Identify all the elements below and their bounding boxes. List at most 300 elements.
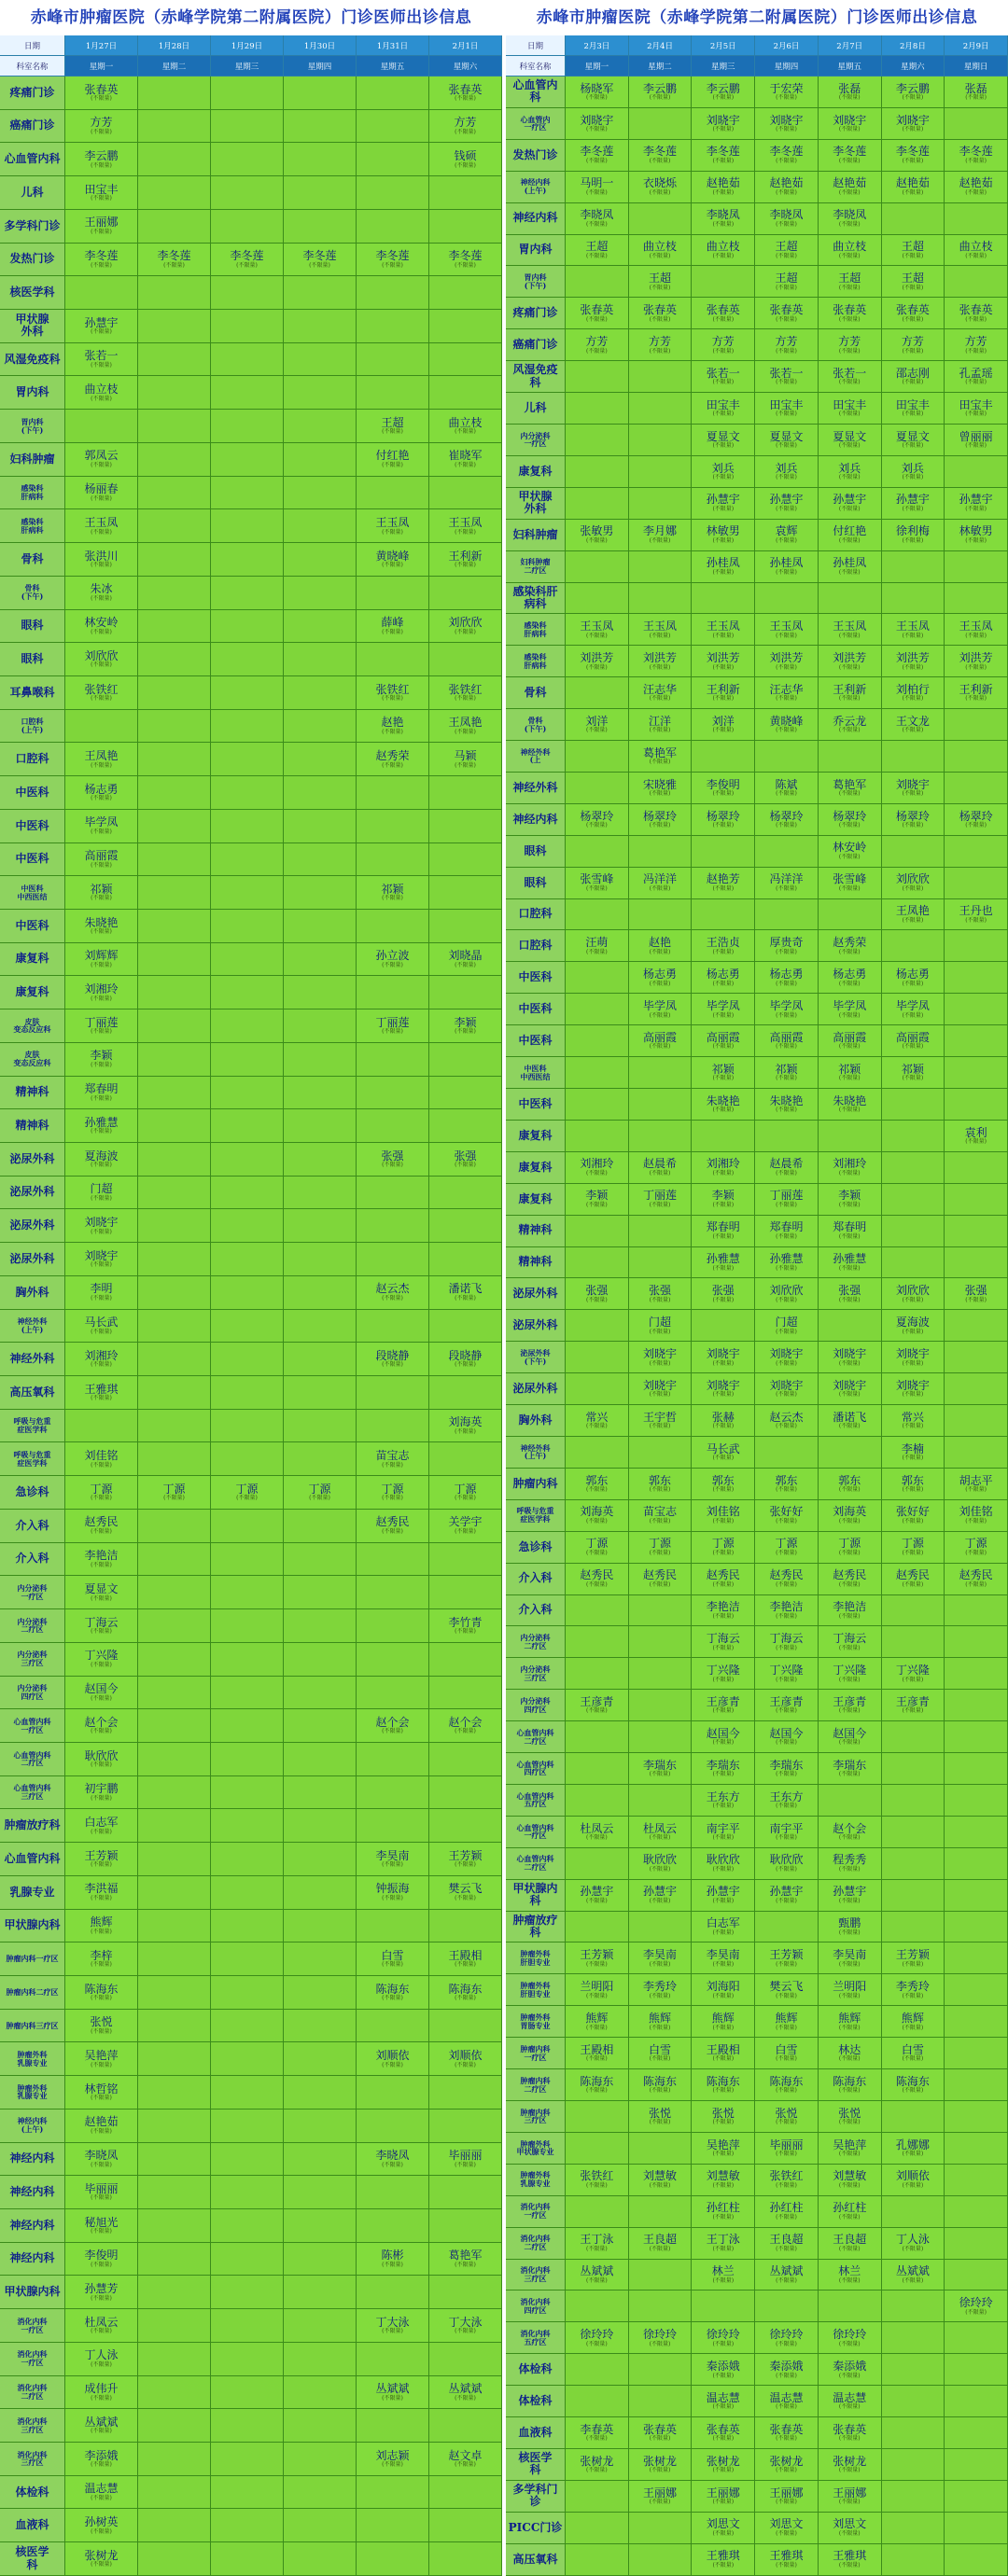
doctor-cell: [566, 140, 629, 171]
empty-cell: [566, 551, 629, 582]
quota-note: (不限量): [91, 1861, 112, 1869]
empty-cell: [755, 1912, 819, 1942]
doctor-name: 刘晓宇: [895, 1346, 930, 1360]
quota-note: (不限量): [902, 916, 924, 924]
quota-note: (不限量): [838, 506, 861, 513]
doctor-name: 朱晓艳: [769, 1093, 804, 1107]
quota-note: (不限量): [455, 2394, 476, 2402]
empty-cell: [882, 1848, 945, 1879]
empty-cell: [945, 2513, 1008, 2543]
doctor-cell: [819, 804, 882, 835]
quota-note: (不限量): [965, 252, 987, 259]
empty-cell: [945, 1310, 1008, 1341]
doctor-name: 李艳洁: [84, 1549, 119, 1563]
empty-cell: [945, 1437, 1008, 1468]
empty-cell: [882, 1785, 945, 1816]
schedule-row: [506, 108, 1008, 140]
doctor-cell: [65, 1576, 138, 1608]
schedule-row: [0, 77, 502, 110]
empty-cell: [284, 1043, 357, 1076]
doctor-cell: [819, 520, 882, 550]
empty-cell: [284, 2010, 357, 2042]
doctor-cell: [566, 329, 629, 360]
department-name: 甲状腺内科: [506, 1880, 566, 1911]
empty-cell: [211, 1543, 284, 1576]
empty-cell: [138, 1643, 211, 1676]
quota-note: (不限量): [965, 315, 987, 323]
doctor-name: 张强: [649, 1284, 672, 1298]
doctor-name: 张强: [381, 1149, 404, 1163]
quota-note: (不限量): [382, 961, 403, 968]
department-name: 泌尿外科: [0, 1243, 65, 1275]
department-name: 肿瘤内科 三疗区: [506, 2101, 566, 2132]
department-name: 精神科: [0, 1077, 65, 1109]
empty-cell: [357, 1109, 429, 1142]
doctor-cell: [755, 804, 819, 835]
doctor-name: 秘旭光: [84, 2215, 119, 2229]
empty-cell: [211, 1809, 284, 1842]
quota-note: (不限量): [649, 663, 671, 671]
empty-cell: [357, 776, 429, 809]
quota-note: (不限量): [838, 790, 861, 798]
doctor-name: 丁源: [901, 1537, 924, 1551]
doctor-name: 刘洋: [585, 714, 609, 728]
doctor-name: 苗宝志: [375, 1449, 410, 1463]
doctor-name: 樊云飞: [769, 1980, 804, 1994]
doctor-cell: [429, 244, 502, 276]
doctor-name: 刘晓宇: [84, 1248, 119, 1262]
quota-note: (不限量): [902, 94, 924, 102]
doctor-name: 刘欣欣: [84, 648, 119, 662]
doctor-name: 王超: [775, 240, 798, 254]
empty-cell: [211, 509, 284, 542]
department-name: 内分泌科 二疗区: [506, 1626, 566, 1657]
schedule-row: [506, 1025, 1008, 1057]
doctor-cell: [692, 203, 755, 234]
doctor-name: 徐利梅: [895, 524, 930, 538]
empty-cell: [566, 2544, 629, 2575]
date-header-cell: 1月27日: [65, 35, 138, 56]
department-name: 介入科: [0, 1543, 65, 1576]
quota-note: (不限量): [91, 161, 112, 169]
quota-note: (不限量): [382, 528, 403, 536]
doctor-cell: [755, 551, 819, 582]
quota-note: (不限量): [455, 728, 476, 735]
quota-note: (不限量): [91, 1094, 112, 1102]
quota-note: (不限量): [902, 1011, 924, 1019]
doctor-cell: [429, 1410, 502, 1442]
doctor-name: 马明一: [580, 176, 614, 190]
empty-cell: [429, 2276, 502, 2308]
empty-cell: [284, 1109, 357, 1142]
doctor-cell: [692, 2069, 755, 2100]
quota-note: (不限量): [776, 1232, 797, 1240]
doctor-name: 丛斌斌: [375, 2382, 410, 2396]
doctor-cell: [429, 1476, 502, 1509]
empty-cell: [629, 551, 693, 582]
department-name: 呼吸与危重 症医学科: [0, 1442, 65, 1475]
quota-note: (不限量): [382, 2261, 403, 2268]
department-name: 感染科肝病科: [506, 583, 566, 614]
schedule-row: [0, 1510, 502, 1543]
doctor-cell: [629, 1373, 693, 1404]
empty-cell: [211, 1776, 284, 1809]
doctor-cell: [882, 77, 945, 107]
doctor-name: 徐玲玲: [959, 2296, 993, 2310]
empty-cell: [211, 143, 284, 175]
doctor-name: 丁源: [775, 1537, 798, 1551]
doctor-name: 王玉凤: [580, 620, 614, 634]
department-name: 胃内科 (下午): [0, 410, 65, 442]
empty-cell: [211, 976, 284, 1009]
doctor-name: 孙雅慧: [833, 1252, 867, 1266]
doctor-name: 耿欣欣: [769, 1853, 804, 1867]
quota-note: (不限量): [838, 1486, 861, 1494]
department-name: 发热门诊: [0, 244, 65, 276]
schedule-row: [0, 876, 502, 910]
empty-cell: [138, 843, 211, 876]
empty-cell: [138, 2076, 211, 2109]
quota-note: (不限量): [838, 1043, 861, 1051]
schedule-row: [506, 1342, 1008, 1373]
empty-cell: [945, 2165, 1008, 2195]
schedule-row: [0, 343, 502, 377]
empty-cell: [945, 2386, 1008, 2416]
doctor-cell: [65, 577, 138, 609]
empty-cell: [882, 1817, 945, 1847]
doctor-name: 郭东: [649, 1473, 672, 1487]
empty-cell: [211, 210, 284, 243]
doctor-cell: [629, 930, 693, 961]
doctor-name: 张悦: [90, 2015, 113, 2029]
empty-cell: [629, 108, 693, 139]
doctor-name: 祁颖: [381, 882, 404, 896]
quota-note: (不限量): [91, 1328, 112, 1335]
doctor-cell: [65, 1876, 138, 1909]
schedule-row: [0, 776, 502, 810]
quota-note: (不限量): [712, 347, 735, 355]
doctor-cell: [755, 1942, 819, 1973]
quota-note: (不限量): [838, 347, 861, 355]
doctor-name: 李晓凤: [84, 2149, 119, 2163]
doctor-name: 赵国今: [833, 1726, 867, 1740]
doctor-name: 刘思文: [769, 2517, 804, 2531]
doctor-cell: [819, 1089, 882, 1120]
doctor-name: 杨翠玲: [580, 809, 614, 823]
doctor-name: 刘晓宇: [643, 1378, 678, 1392]
empty-cell: [138, 910, 211, 942]
doctor-name: 赵秀民: [580, 1568, 614, 1582]
doctor-cell: [692, 1469, 755, 1499]
quota-note: (不限量): [91, 795, 112, 802]
doctor-cell: [429, 1143, 502, 1176]
quota-note: (不限量): [712, 126, 735, 133]
doctor-name: 赵秀荣: [375, 748, 410, 762]
schedule-row: [0, 676, 502, 710]
quota-note: (不限量): [586, 126, 608, 133]
empty-cell: [566, 1658, 629, 1689]
empty-cell: [138, 1942, 211, 1975]
empty-cell: [692, 899, 755, 930]
doctor-cell: [65, 1510, 138, 1542]
quota-note: (不限量): [965, 1549, 987, 1556]
quota-note: (不限量): [838, 568, 861, 576]
doctor-cell: [629, 1500, 693, 1531]
empty-cell: [755, 2291, 819, 2321]
schedule-row: [506, 2133, 1008, 2165]
department-name: 肿瘤内科三疗区: [0, 2010, 65, 2042]
doctor-cell: [566, 709, 629, 740]
schedule-row: [0, 1243, 502, 1276]
department-name: 泌尿外科 (下午): [506, 1342, 566, 1372]
empty-cell: [429, 376, 502, 409]
doctor-name: 刘晓宇: [833, 1378, 867, 1392]
empty-cell: [357, 2476, 429, 2509]
doctor-name: 丁源: [838, 1537, 861, 1551]
quota-note: (不限量): [838, 2245, 861, 2252]
quota-note: (不限量): [965, 536, 987, 544]
doctor-cell: [755, 2544, 819, 2575]
quota-note: (不限量): [838, 2055, 861, 2063]
doctor-cell: [629, 1278, 693, 1309]
doctor-name: 张树龙: [643, 2454, 678, 2468]
department-name: 消化内科 五疗区: [506, 2322, 566, 2353]
doctor-name: 高丽霞: [84, 849, 119, 863]
empty-cell: [357, 2409, 429, 2442]
quota-note: (不限量): [586, 1201, 608, 1208]
empty-cell: [211, 2076, 284, 2109]
doctor-cell: [629, 298, 693, 328]
department-name: 肿瘤放疗科: [0, 1809, 65, 1842]
department-name: 神经内科: [0, 2209, 65, 2242]
schedule-row: [506, 1184, 1008, 1216]
empty-cell: [357, 310, 429, 342]
empty-cell: [284, 410, 357, 442]
empty-cell: [429, 1109, 502, 1142]
department-name: 眼科: [0, 643, 65, 675]
doctor-cell: [945, 1469, 1008, 1499]
doctor-name: 白志军: [84, 1815, 119, 1829]
empty-cell: [882, 1721, 945, 1752]
quota-note: (不限量): [455, 95, 476, 103]
doctor-cell: [429, 1976, 502, 2009]
doctor-cell: [755, 2354, 819, 2385]
quota-note: (不限量): [649, 759, 671, 766]
empty-cell: [357, 643, 429, 675]
empty-cell: [945, 1848, 1008, 1879]
quota-note: (不限量): [776, 2024, 797, 2031]
doctor-cell: [65, 810, 138, 842]
empty-cell: [357, 77, 429, 109]
doctor-cell: [566, 1152, 629, 1183]
quota-note: (不限量): [91, 628, 112, 635]
doctor-cell: [755, 1469, 819, 1499]
doctor-cell: [65, 2110, 138, 2142]
quota-note: (不限量): [91, 1194, 112, 1202]
department-name: 康复科: [506, 1121, 566, 1151]
doctor-cell: [629, 77, 693, 107]
doctor-cell: [566, 172, 629, 202]
empty-cell: [284, 1643, 357, 1676]
doctor-cell: [755, 361, 819, 392]
quota-note: (不限量): [382, 895, 403, 902]
doctor-cell: [819, 2069, 882, 2100]
doctor-cell: [882, 1025, 945, 1056]
quota-note: (不限量): [902, 1707, 924, 1715]
empty-cell: [566, 488, 629, 519]
doctor-cell: [882, 1278, 945, 1309]
department-name: 耳鼻喉科: [0, 676, 65, 709]
doctor-name: 丛斌斌: [580, 2264, 614, 2278]
empty-cell: [138, 943, 211, 976]
schedule-row: [0, 610, 502, 644]
weekday-header-cell: 星期六: [429, 56, 502, 77]
quota-note: (不限量): [382, 1528, 403, 1536]
doctor-cell: [65, 77, 138, 109]
quota-note: (不限量): [712, 790, 735, 798]
empty-cell: [629, 836, 693, 867]
empty-cell: [138, 1310, 211, 1343]
quota-note: (不限量): [838, 2530, 861, 2538]
quota-note: (不限量): [776, 2213, 797, 2221]
doctor-cell: [755, 393, 819, 424]
doctor-cell: [357, 410, 429, 442]
doctor-name: 李冬莲: [706, 145, 740, 159]
doctor-cell: [755, 266, 819, 297]
department-name: 骨科 (下午): [0, 577, 65, 609]
doctor-cell: [882, 456, 945, 487]
doctor-cell: [692, 1437, 755, 1468]
doctor-name: 林敏男: [959, 524, 993, 538]
quota-note: (不限量): [91, 1361, 112, 1369]
doctor-name: 王殿相: [706, 2042, 740, 2056]
schedule-row: [506, 329, 1008, 361]
weekday-header-row: [0, 56, 502, 77]
doctor-cell: [629, 994, 693, 1024]
quota-note: (不限量): [712, 2087, 735, 2095]
doctor-cell: [566, 646, 629, 676]
quota-note: (不限量): [586, 2182, 608, 2190]
doctor-cell: [566, 1880, 629, 1911]
doctor-cell: [65, 2409, 138, 2442]
schedule-row: [0, 376, 502, 410]
empty-cell: [211, 1743, 284, 1775]
doctor-name: 孙红柱: [769, 2201, 804, 2215]
doctor-cell: [819, 298, 882, 328]
doctor-name: 李颖: [585, 1189, 609, 1203]
quota-note: (不限量): [455, 528, 476, 536]
empty-cell: [819, 1310, 882, 1341]
doctor-cell: [65, 1709, 138, 1742]
department-name: 神经外科 (上: [506, 741, 566, 772]
doctor-name: 王殿相: [580, 2042, 614, 2056]
doctor-name: 王玉凤: [375, 515, 410, 529]
empty-cell: [357, 1543, 429, 1576]
doctor-cell: [882, 393, 945, 424]
empty-cell: [138, 1677, 211, 1709]
department-name: 心血管内科 一疗区: [506, 1817, 566, 1847]
empty-cell: [211, 410, 284, 442]
schedule-row: [0, 577, 502, 610]
quota-note: (不限量): [838, 2024, 861, 2031]
quota-note: (不限量): [712, 2277, 735, 2284]
doctor-name: 温志慧: [833, 2390, 867, 2404]
schedule-row: [506, 773, 1008, 804]
empty-cell: [945, 1942, 1008, 1973]
empty-cell: [755, 741, 819, 772]
doctor-name: 丁源: [235, 1482, 259, 1496]
doctor-name: 田宝丰: [84, 182, 119, 196]
empty-cell: [566, 2386, 629, 2416]
doctor-name: 赵秀民: [643, 1568, 678, 1582]
quota-note: (不限量): [163, 261, 185, 269]
department-name: 眼科: [506, 868, 566, 898]
doctor-cell: [566, 298, 629, 328]
department-name: 发热门诊: [506, 140, 566, 171]
schedule-row: [0, 2243, 502, 2277]
department-name: 口腔科: [506, 899, 566, 930]
empty-cell: [284, 943, 357, 976]
schedule-row: [0, 410, 502, 443]
schedule-row: [506, 836, 1008, 868]
doctor-cell: [945, 646, 1008, 676]
empty-cell: [882, 203, 945, 234]
doctor-name: 丁丽莲: [84, 1015, 119, 1029]
empty-cell: [945, 2481, 1008, 2512]
quota-note: (不限量): [838, 411, 861, 418]
quota-note: (不限量): [455, 562, 476, 569]
empty-cell: [211, 610, 284, 643]
empty-cell: [945, 2101, 1008, 2132]
doctor-cell: [819, 962, 882, 993]
doctor-cell: [65, 1809, 138, 1842]
doctor-cell: [65, 1677, 138, 1709]
doctor-cell: [819, 108, 882, 139]
doctor-name: 丁丽莲: [643, 1189, 678, 1203]
quota-note: (不限量): [91, 895, 112, 902]
doctor-cell: [819, 2386, 882, 2416]
quota-note: (不限量): [965, 379, 987, 386]
quota-note: (不限量): [649, 158, 671, 165]
empty-cell: [429, 577, 502, 609]
department-name: 妇科肿瘤 二疗区: [506, 551, 566, 582]
date-header-cell: 2月5日: [692, 35, 755, 56]
doctor-name: 田宝丰: [895, 397, 930, 411]
doctor-name: 李明: [90, 1282, 113, 1296]
empty-cell: [945, 551, 1008, 582]
doctor-cell: [65, 1143, 138, 1176]
quota-note: (不限量): [838, 1075, 861, 1082]
schedule-row: [506, 1564, 1008, 1595]
doctor-name: 汪萌: [585, 936, 609, 950]
empty-cell: [211, 2110, 284, 2142]
doctor-name: 张强: [585, 1284, 609, 1298]
doctor-name: 丁兴隆: [706, 1663, 740, 1677]
quota-note: (不限量): [649, 2024, 671, 2031]
quota-note: (不限量): [902, 790, 924, 798]
quota-note: (不限量): [902, 1391, 924, 1399]
doctor-cell: [357, 2309, 429, 2342]
doctor-cell: [429, 710, 502, 743]
quota-note: (不限量): [712, 1043, 735, 1051]
doctor-name: 赵秀民: [959, 1568, 993, 1582]
department-name: 皮肤 变态反应科: [0, 1043, 65, 1076]
quota-note: (不限量): [776, 379, 797, 386]
doctor-name: 郑春明: [769, 1220, 804, 1234]
doctor-name: 熊辉: [711, 2011, 735, 2025]
empty-cell: [629, 583, 693, 614]
quota-note: (不限量): [586, 347, 608, 355]
